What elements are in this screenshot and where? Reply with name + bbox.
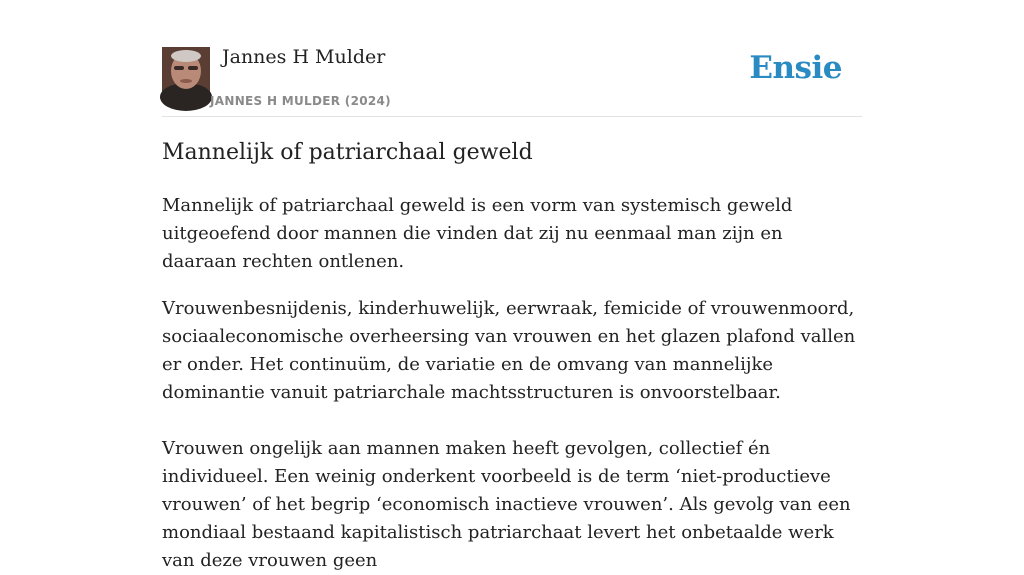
article-body [162, 192, 862, 575]
author-name[interactable]: Jannes H Mulder [222, 46, 386, 68]
brand-logo[interactable]: Ensie [749, 50, 842, 86]
paragraph: Vrouwenbesnijdenis, kinderhuwelijk, eerwraak, femicide of vrouwenmoord, sociaaleconomische overheersing van vrouwen en het glazen plafond vallen er onder. Het continuüm, de variatie en de omvang van mannelijke dominantie vanuit patriarchale machtsstructuren is onvoorstelbaar. [162, 298, 856, 403]
paragraph: Mannelijk of patriarchaal geweld is een vorm van systemisch geweld uitgeoefend door mannen die vinden dat zij nu eenmaal man zijn en daaraan rechten ontlenen. [162, 195, 793, 272]
paragraph: Vrouwen ongelijk aan mannen maken heeft gevolgen, collectief én individueel. Een weinig onderkent voorbeeld is de term ‘niet-productieve vrouwen’ of het begrip ‘economisch inactieve vrouwen’. Als gevolg van een mondiaal bestaand kapitalistisch patriarchaat levert het onbetaalde werk van deze vrouwen geen [162, 438, 851, 571]
article-title: Mannelijk of patriarchaal geweld [162, 140, 533, 165]
byline: JANNES H MULDER (2024) [210, 94, 391, 108]
avatar[interactable] [162, 47, 210, 95]
avatar-image [162, 47, 210, 95]
article-header [162, 0, 862, 117]
